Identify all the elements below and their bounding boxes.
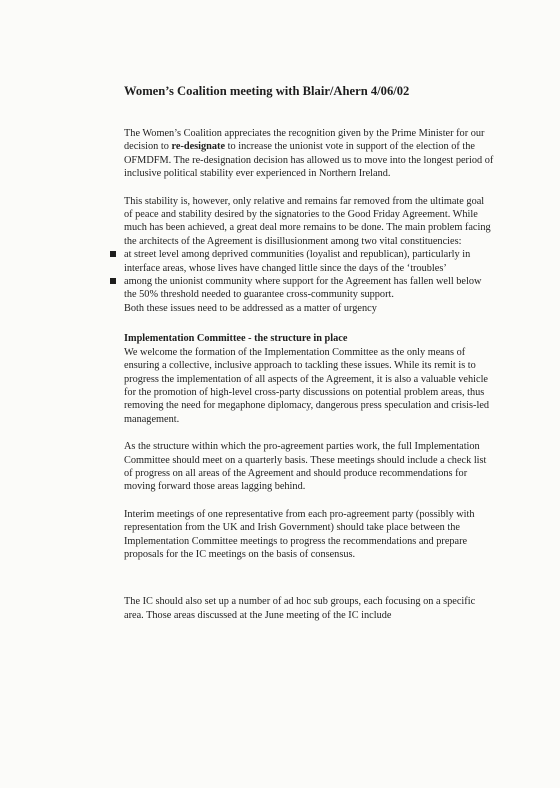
paragraph-sub-groups: The IC should also set up a number of ad hoc sub groups, each focusing on a specific area. Those areas discussed at the June meeting of the IC include xyxy=(124,596,476,621)
paragraph-quarterly-meetings: As the structure within which the pro-agreement parties work, the full Implementation Committee should meet on a quarterly basis. These meetings should include a check list of progress on all areas of the Agreement and should produce recommendations for moving forward those areas lagging behind. xyxy=(124,441,487,493)
implementation-section xyxy=(124,332,494,622)
section-heading: Implementation Committee - the structure in place xyxy=(124,333,348,345)
constituencies-list xyxy=(124,248,494,302)
paragraph-redesignation-text-2: to increase the unionist vote in support of the election of the OFMDFM. The re-designation decision has allowed us to move into the longest period of inclusive political stability ever experienced in Northern Ireland. xyxy=(124,141,494,180)
redesignate-emphasis: re-designate xyxy=(171,141,226,153)
paragraph-formation: We welcome the formation of the Implementation Committee as the only means of ensuring a collective, inclusive approach to tackling these issues. While its remit is to progress the implementation of all aspects of the Agreement, it is also a valuable vehicle for the promotion of high-level cross-party discussions on potential problem areas, thus removing the need for megaphone diplomacy, dangerous press speculation and crisis-led management. xyxy=(124,346,490,425)
paragraph-redesignation xyxy=(124,127,494,181)
list-item xyxy=(110,248,494,275)
paragraph-redesignation-text-1: The Women’s Coalition appreciates the recognition given by the Prime Minister for our decision to xyxy=(124,128,485,153)
document-title: Women’s Coalition meeting with Blair/Ahern 4/06/02 xyxy=(124,84,410,98)
list-item-text: at street level among deprived communities (loyalist and republican), particularly in interface areas, whose lives have changed little since the days of the ‘troubles’ xyxy=(124,249,471,274)
paragraph-urgency: Both these issues need to be addressed as a matter of urgency xyxy=(124,302,377,314)
square-bullet-icon xyxy=(110,278,116,284)
paragraph-interim-meetings: Interim meetings of one representative from each pro-agreement party (possibly with representation from the UK and Irish Government) should take place between the Implementation Committee meetings to progress the recommendations and prepare proposals for the IC meetings on the basis of consensus. xyxy=(124,508,475,560)
list-item xyxy=(110,275,494,302)
document-body xyxy=(124,127,494,636)
paragraph-stability: This stability is, however, only relative and remains far removed from the ultimate goal of peace and stability desired by the signatories to the Good Friday Agreement. While much has been achieved, a great deal more remains to be done. The main problem facing the architects of the Agreement is disillusionment among two vital constituencies: xyxy=(124,195,491,247)
square-bullet-icon xyxy=(110,251,116,257)
list-item-text: among the unionist community where support for the Agreement has fallen well below the 50% threshold needed to guarantee cross-community support. xyxy=(124,276,482,301)
